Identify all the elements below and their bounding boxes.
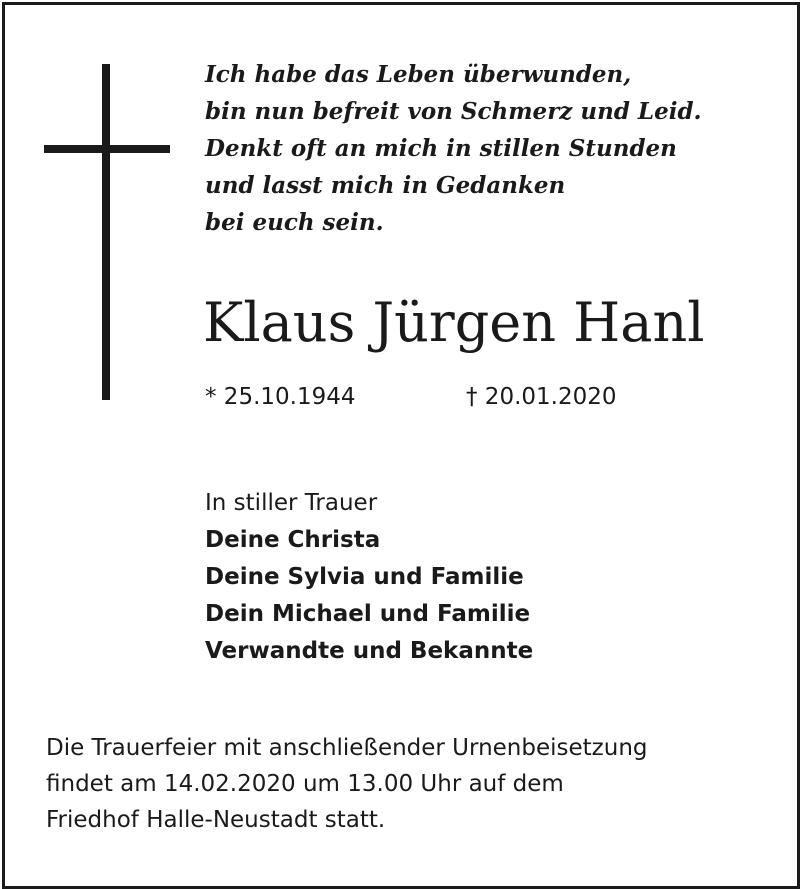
birth-date: * 25.10.1944 [205,384,356,410]
deceased-name: Klaus Jürgen Hanl [203,291,705,354]
notice-line: findet am 14.02.2020 um 13.00 Uhr auf dem [46,771,564,797]
poem-line: Denkt oft an mich in stillen Stunden [205,135,677,162]
poem-line: und lasst mich in Gedanken [205,172,566,199]
mourner-name: Dein Michael und Familie [205,601,531,627]
poem-line: bin nun befreit von Schmerz und Leid. [205,98,702,125]
cross-horizontal-bar [44,145,170,153]
mourners-list [205,485,533,670]
mourners-intro: In stiller Trauer [205,490,378,516]
poem-line: bei euch sein. [205,209,384,236]
notice-line: Friedhof Halle-Neustadt statt. [46,807,386,833]
mourner-name: Deine Sylvia und Familie [205,564,524,590]
mourner-name: Deine Christa [205,527,381,553]
mourner-name: Verwandte und Bekannte [205,638,534,664]
cross-vertical-bar [102,64,110,400]
poem-line: Ich habe das Leben überwunden, [205,61,632,88]
funeral-notice [46,730,786,838]
death-date: † 20.01.2020 [466,384,617,410]
poem [205,56,785,241]
notice-line: Die Trauerfeier mit anschließender Urnenbeisetzung [46,735,648,761]
